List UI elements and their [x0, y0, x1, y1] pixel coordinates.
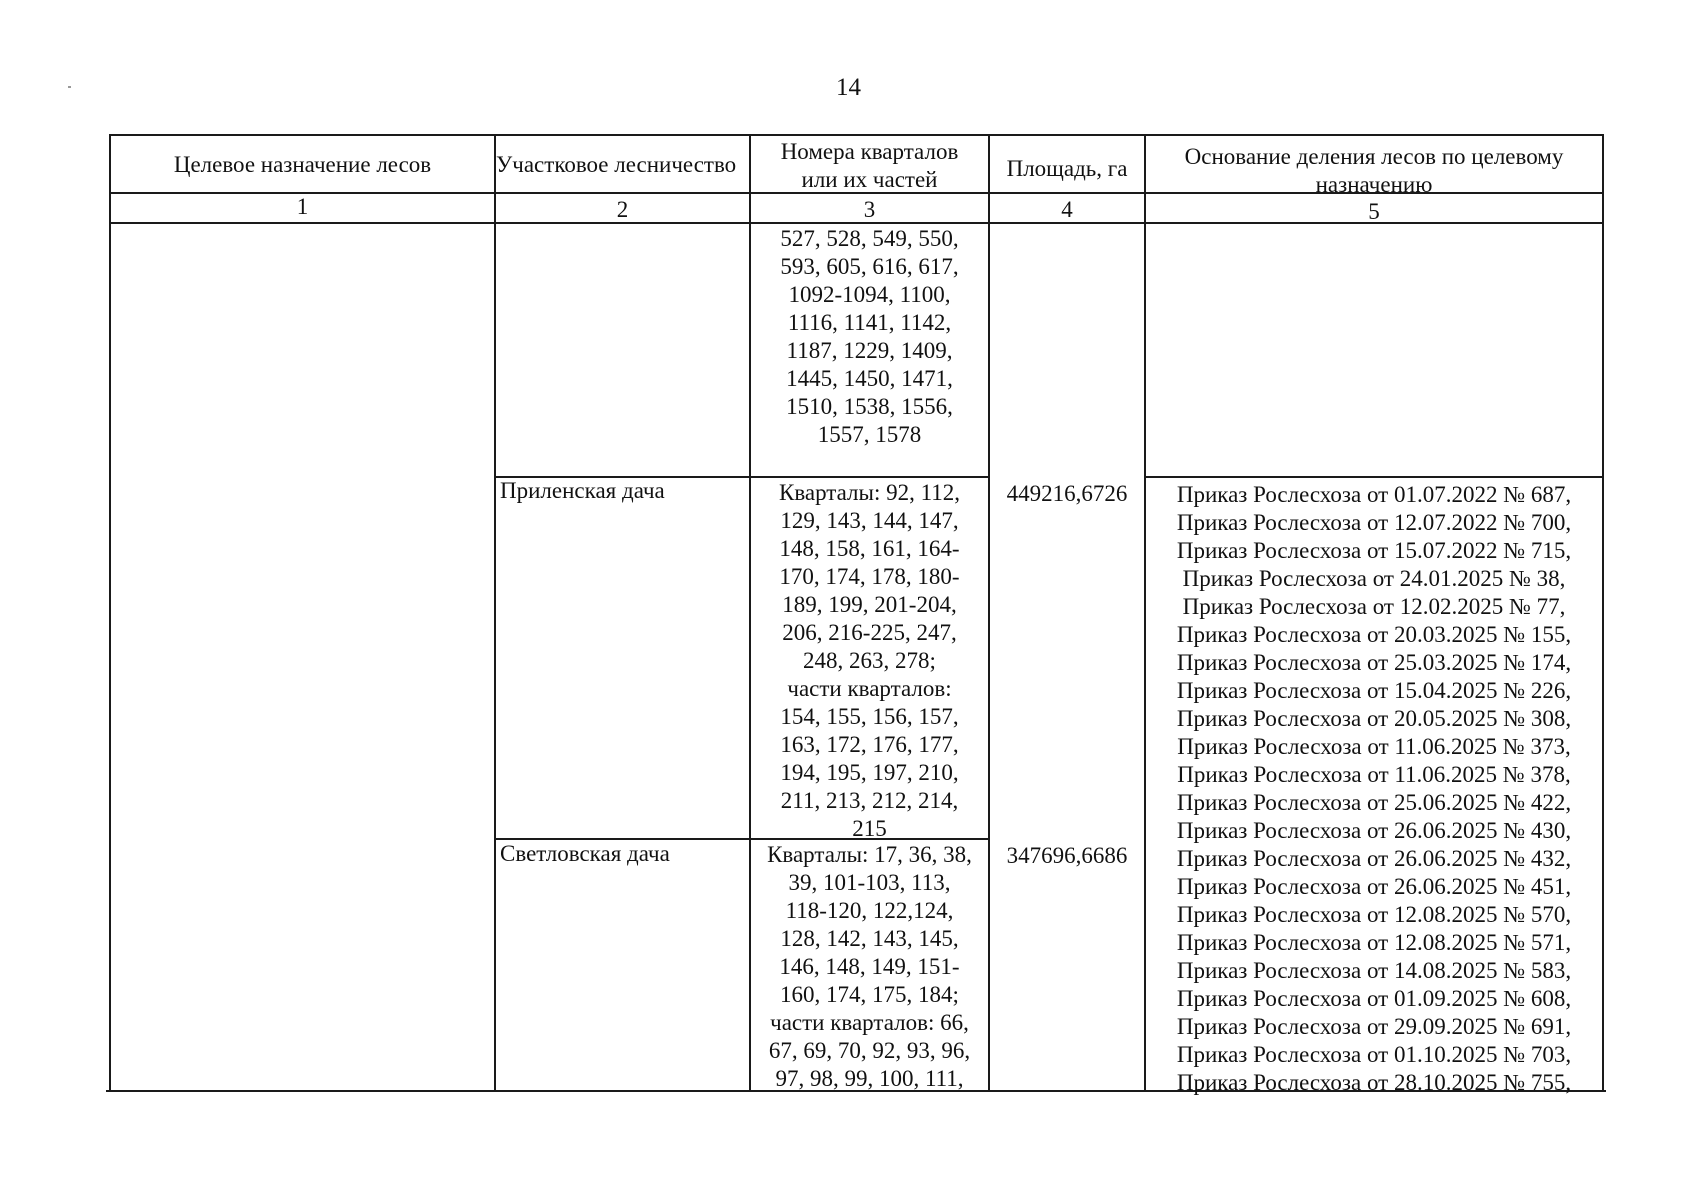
- basis-order: Приказ Рослесхоза от 01.07.2022 № 687,: [1176, 482, 1572, 507]
- header-area: Площадь, га: [1006, 156, 1128, 181]
- basis-order: Приказ Рослесхоза от 26.06.2025 № 451,: [1176, 874, 1572, 899]
- basis-order: Приказ Рослесхоза от 25.06.2025 № 422,: [1176, 790, 1572, 815]
- basis-order: Приказ Рослесхоза от 14.08.2025 № 583,: [1176, 958, 1572, 983]
- scan-speck: [68, 86, 71, 88]
- basis-order: Приказ Рослесхоза от 26.06.2025 № 430,: [1176, 818, 1572, 843]
- row-divider: [1144, 476, 1604, 478]
- basis-order: Приказ Рослесхоза от 01.09.2025 № 608,: [1176, 986, 1572, 1011]
- basis-order: Приказ Рослесхоза от 29.09.2025 № 691,: [1176, 1014, 1572, 1039]
- basis-order: Приказ Рослесхоза от 25.03.2025 № 174,: [1176, 650, 1572, 675]
- table-left-border: [109, 134, 111, 1092]
- basis-order: Приказ Рослесхоза от 12.07.2022 № 700,: [1176, 510, 1572, 535]
- header-quarter-numbers: Номера кварталов или их частей: [780, 139, 959, 192]
- basis-order: Приказ Рослесхоза от 24.01.2025 № 38,: [1182, 566, 1566, 591]
- table-top-border: [110, 134, 1604, 136]
- basis-order: Приказ Рослесхоза от 11.06.2025 № 378,: [1177, 762, 1571, 787]
- area-value: 347696,6686: [1006, 843, 1128, 868]
- basis-order: Приказ Рослесхоза от 12.08.2025 № 571,: [1176, 930, 1572, 955]
- basis-orders-list: [1146, 481, 1602, 1097]
- page-number: 14: [836, 74, 861, 101]
- basis-order: Приказ Рослесхоза от 12.08.2025 № 570,: [1176, 902, 1572, 927]
- table-right-border: [1602, 134, 1604, 1092]
- basis-order: Приказ Рослесхоза от 20.03.2025 № 155,: [1176, 622, 1572, 647]
- basis-order: Приказ Рослесхоза от 15.07.2022 № 715,: [1176, 538, 1572, 563]
- header-basis: Основание деления лесов по целевому назначению: [1184, 144, 1564, 197]
- column-number: 2: [616, 197, 629, 222]
- quarter-numbers-cell: Кварталы: 92, 112, 129, 143, 144, 147, 148, 158, 161, 164- 170, 174, 178, 180- 189, 199, 201-204, 206, 216-225, 247, 248, 263, 278; части кварталов: 154, 155, 156, 157, 163, 172, 176, 177, 194, 195, 197, 210, 211, 213, 212, 214, 215: [778, 480, 960, 841]
- basis-order: Приказ Рослесхоза от 12.02.2025 № 77,: [1182, 594, 1566, 619]
- quarter-numbers-cell: Кварталы: 17, 36, 38, 39, 101-103, 113, 118-120, 122,124, 128, 142, 143, 145, 146, 148, 149, 151- 160, 174, 175, 184; части кварталов: 66, 67, 69, 70, 92, 93, 96, 97, 98, 99, 100, 111,: [767, 842, 972, 1091]
- header-target-purpose: Целевое назначение лесов: [173, 152, 432, 177]
- basis-order: Приказ Рослесхоза от 20.05.2025 № 308,: [1176, 706, 1572, 731]
- column-number: 3: [863, 197, 876, 222]
- column-number: 5: [1368, 199, 1380, 224]
- basis-order: Приказ Рослесхоза от 28.10.2025 № 755,: [1176, 1070, 1572, 1095]
- district-forestry-name: Приленская дача: [500, 478, 665, 503]
- header-district-forestry: Участковое лесничество: [496, 152, 737, 177]
- column-divider: [494, 134, 496, 1092]
- area-value: 449216,6726: [1006, 481, 1128, 506]
- basis-order: Приказ Рослесхоза от 01.10.2025 № 703,: [1176, 1042, 1572, 1067]
- column-number: 4: [1061, 197, 1073, 222]
- basis-order: Приказ Рослесхоза от 15.04.2025 № 226,: [1176, 678, 1572, 703]
- quarter-numbers-cell: 527, 528, 549, 550, 593, 605, 616, 617, 1092-1094, 1100, 1116, 1141, 1142, 1187, 1229, 1409, 1445, 1450, 1471, 1510, 1538, 1556, 1557, 1578: [780, 226, 959, 447]
- basis-order: Приказ Рослесхоза от 26.06.2025 № 432,: [1176, 846, 1572, 871]
- column-divider: [988, 134, 990, 1092]
- column-number: 1: [296, 194, 309, 219]
- district-forestry-name: Светловская дача: [500, 841, 670, 866]
- basis-order: Приказ Рослесхоза от 11.06.2025 № 373,: [1177, 734, 1571, 759]
